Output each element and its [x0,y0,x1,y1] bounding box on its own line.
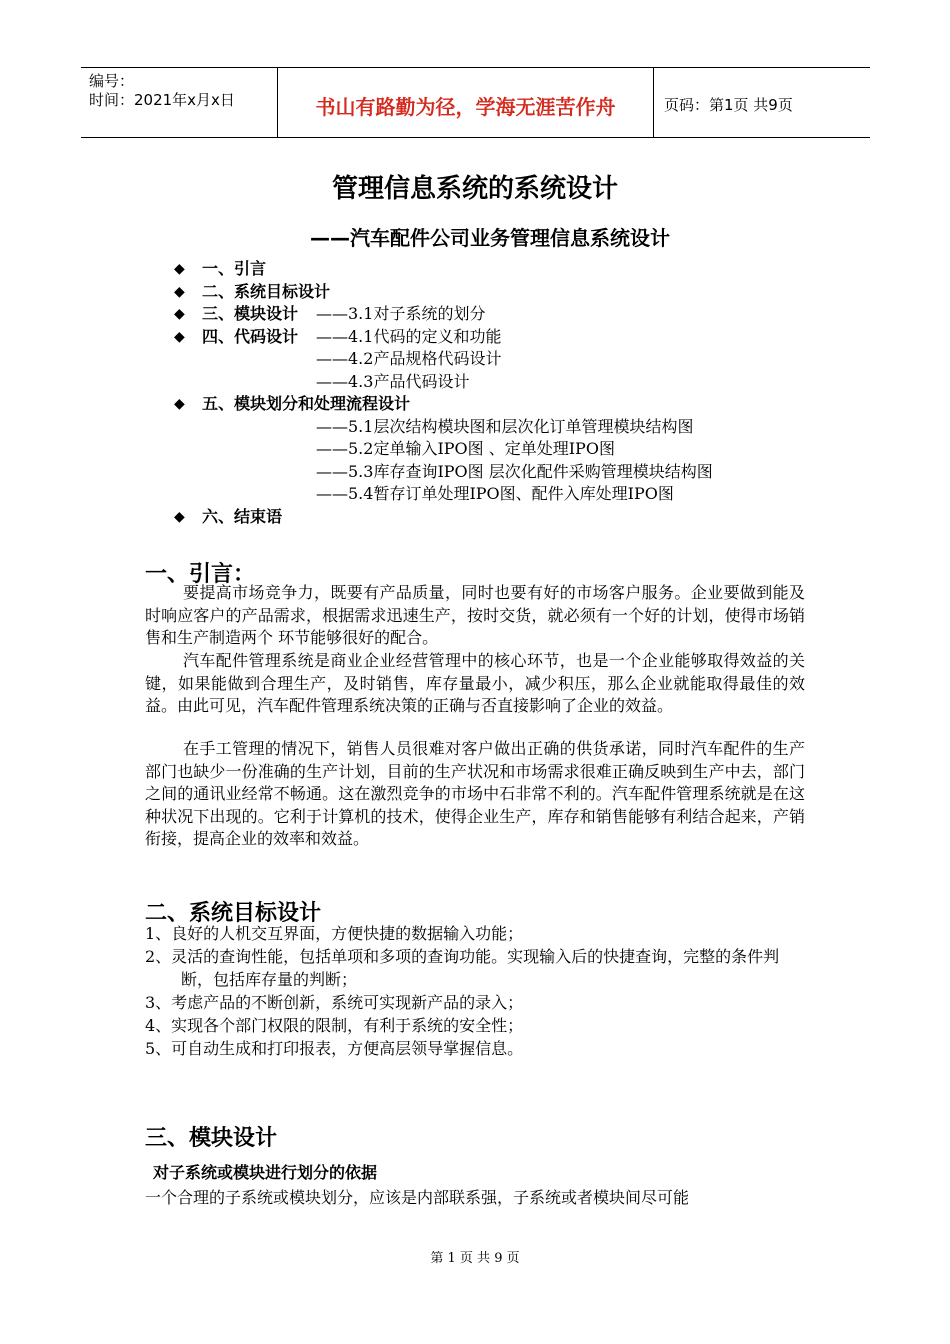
motto-text: 书山有路勤为径，学海无涯苦作舟 [315,95,616,119]
section-heading-modules: 三、模块设计 [145,1126,278,1151]
header-left-cell [81,68,278,137]
diamond-bullet-icon: ◆ [174,283,185,300]
toc-item-label: 三、模块设计 [202,304,299,323]
toc-item-label: 六、结束语 [202,506,283,526]
page-subtitle: ——汽车配件公司业务管理信息系统设计 [310,226,670,250]
page-title: 管理信息系统的系统设计 [331,174,618,204]
header-middle-cell [278,68,654,137]
intro-paragraph-2: 汽车配件管理系统是商业企业经营管理中的核心环节，也是一个企业能够取得效益的关键，如果能做到合理生产，及时销售，库存量最小，减少积压，那么企业就能取得最佳的效益。由此可见，汽车配件管理系统决策的正确与否直接影响了企业的效益。 [145,651,805,715]
modules-text: 一个合理的子系统或模块划分，应该是内部联系强，子系统或者模块间尽可能 [145,1188,690,1207]
toc-item-sub: ——3.1对子系统的划分 [316,304,486,323]
toc-item-label: 五、模块划分和处理流程设计 [202,394,411,413]
list-item: 1、良好的人机交互界面，方便快捷的数据输入功能； [145,924,524,943]
list-item: 2、灵活的查询性能，包括单项和多项的查询功能。实现输入后的快捷查询，完整的条件判断，包括库存量的判断； [145,947,780,989]
modules-subheading: 对子系统或模块进行划分的依据 [153,1163,378,1182]
header-right-cell [654,68,870,137]
diamond-bullet-icon: ◆ [174,261,185,277]
intro-paragraph-3: 在手工管理的情况下，销售人员很难对客户做出正确的供货承诺，同时汽车配件的生产部门也缺少一份准确的生产计划，目前的生产状况和市场需求很难正确反映到生产中去，部门之间的通讯业经常不畅通。这在激烈竞争的市场中石非常不利的。汽车配件管理系统就是在这种状况下出现的。它利于计算机的技术，使得企业生产，库存和销售能够有利结合起来，产销衔接，提高企业的效率和效益。 [145,739,805,848]
toc-item-label: 二、系统目标设计 [202,281,331,301]
diamond-bullet-icon: ◆ [174,396,185,412]
list-item: 5、可自动生成和打印报表，方便高层领导掌握信息。 [145,1039,524,1058]
document-header [81,67,870,138]
toc-item-label: 四、代码设计 [202,326,299,346]
list-item: 3、考虑产品的不断创新，系统可实现新产品的录入； [145,993,524,1012]
page-footer: 第 1 页 共 9 页 [430,1251,520,1266]
diamond-bullet-icon: ◆ [174,508,185,525]
goals-list [145,922,810,1060]
page-info: 页码：第1页 共9页 [664,96,793,114]
intro-paragraph-1: 要提高市场竞争力，既要有产品质量，同时也要有好的市场客户服务。企业要做到能及时响应客户的产品需求，根据需求迅速生产，按时交货，就必须有一个好的计划，使得市场销售和生产制造两个 环节能够很好的配合。 [145,583,805,647]
toc-item-label: 一、引言 [202,259,267,278]
toc-item-sub: ——4.1代码的定义和功能 [316,326,502,346]
code-label: 编号： [89,72,135,90]
date-label: 时间：2021年x月x日 [89,91,235,109]
diamond-bullet-icon: ◆ [174,328,185,345]
section-heading-goals: 二、系统目标设计 [145,901,322,926]
diamond-bullet-icon: ◆ [174,306,185,322]
list-item: 4、实现各个部门权限的限制，有利于系统的安全性； [145,1016,524,1035]
section-heading-intro: 一、引言： [145,562,256,587]
